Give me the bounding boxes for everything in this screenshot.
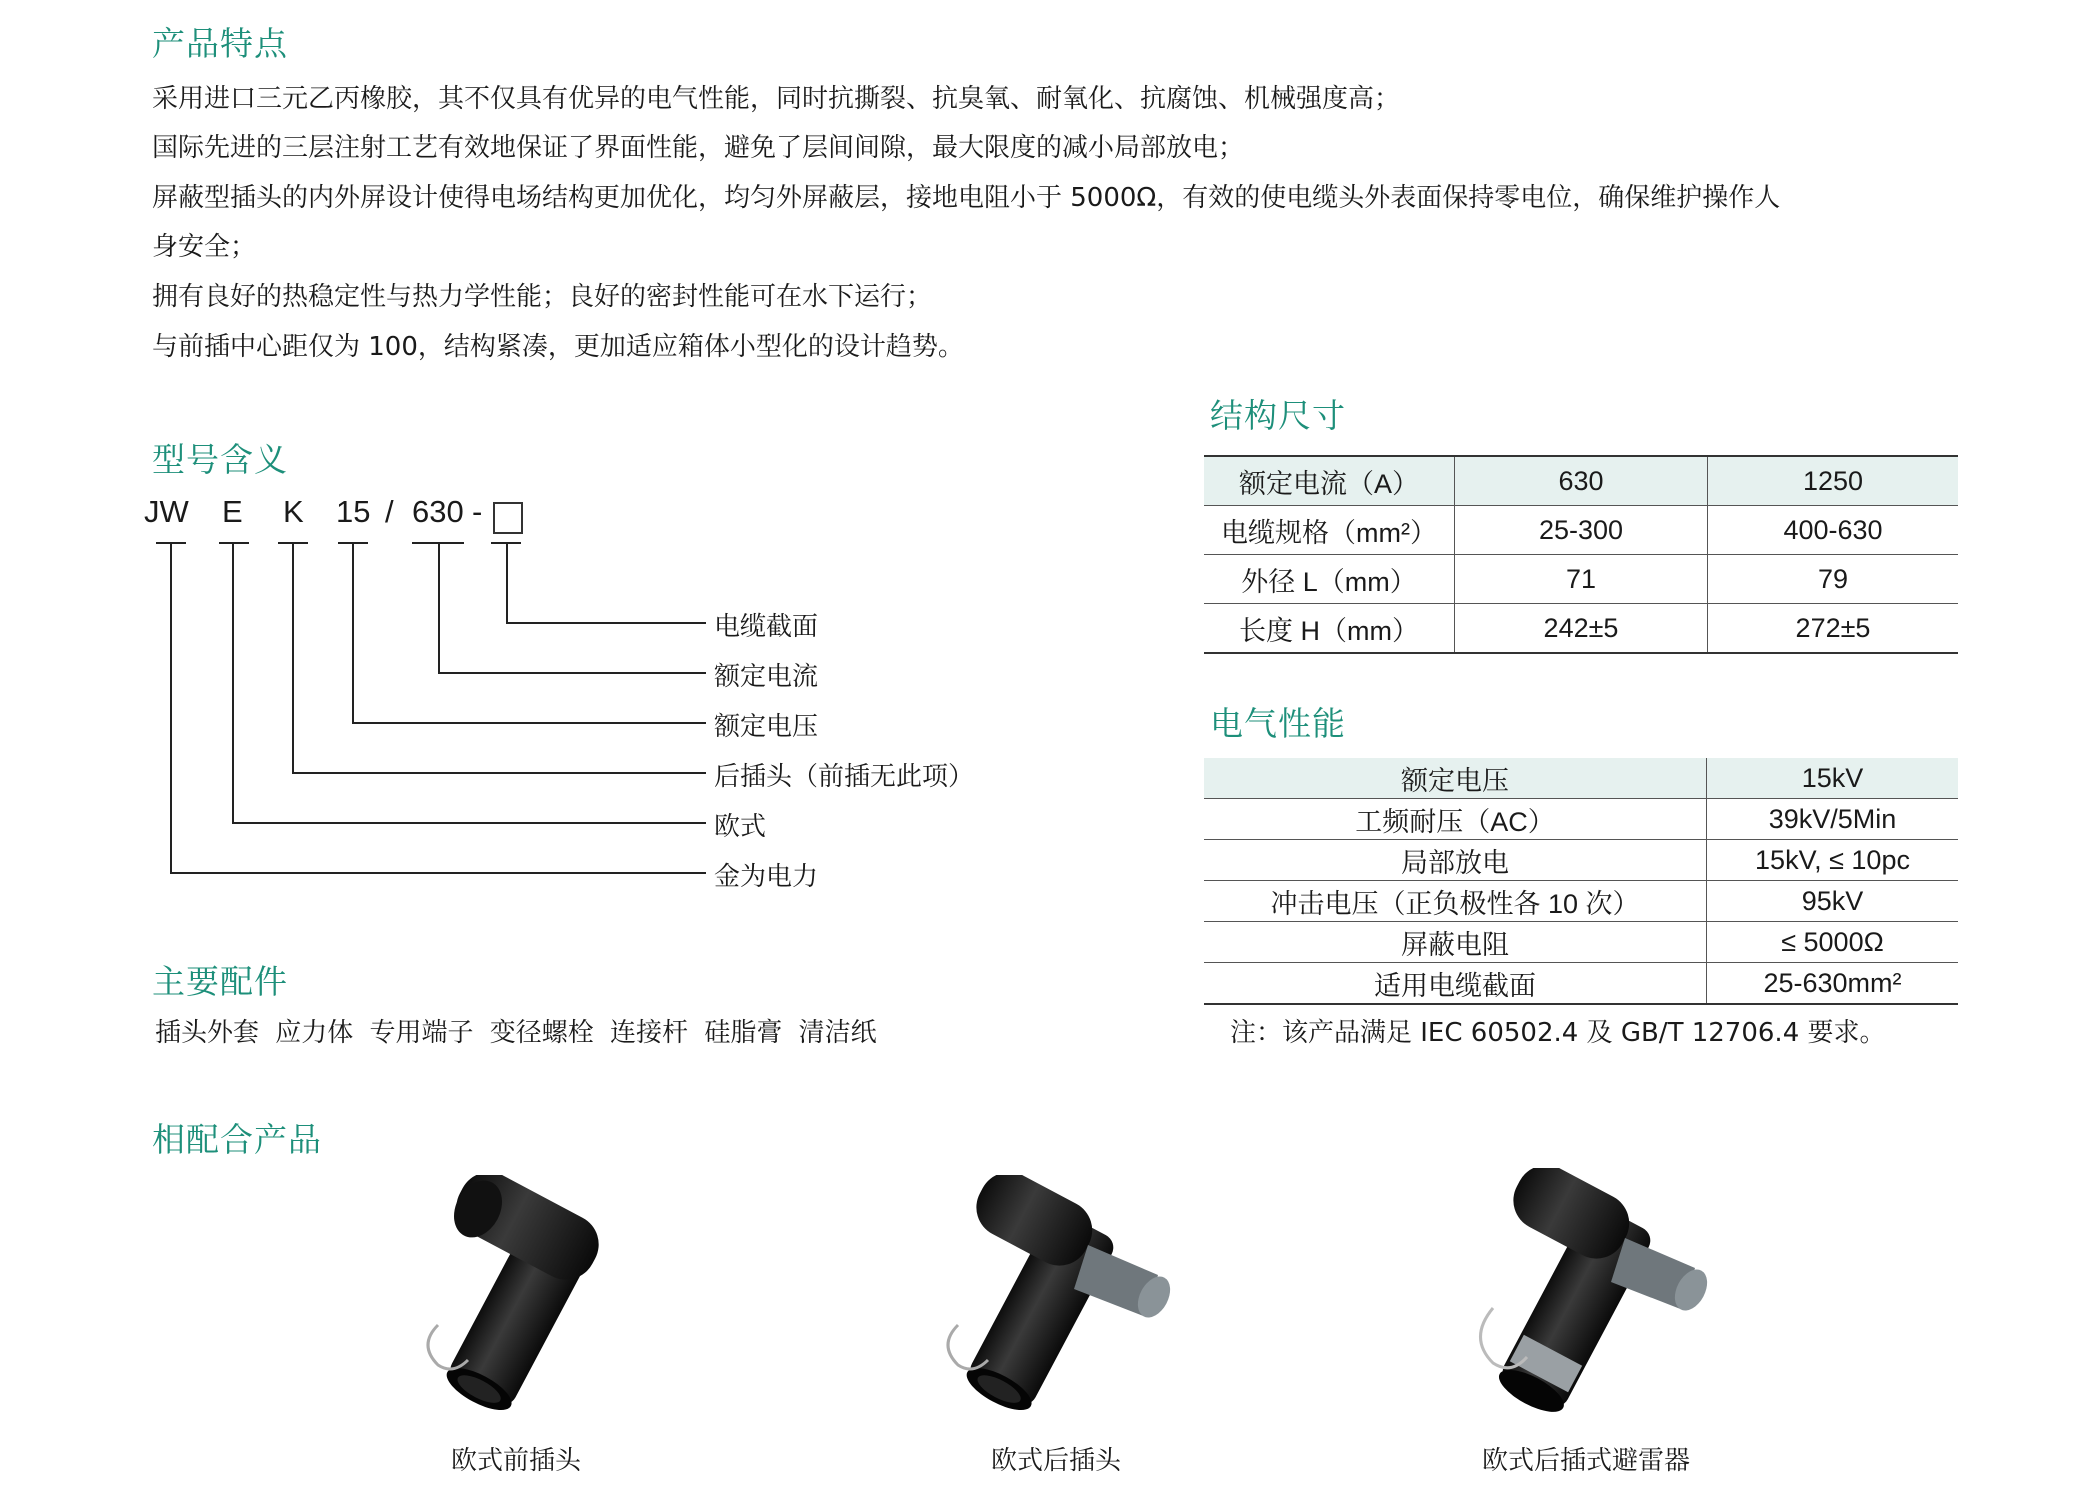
dimensions-table xyxy=(1204,455,1958,654)
table-cell: 71 xyxy=(1455,555,1708,604)
features-heading: 产品特点 xyxy=(152,24,288,63)
product-caption: 欧式后插式避雷器 xyxy=(1481,1446,1691,1476)
table-cell: 额定电流（A） xyxy=(1204,456,1455,506)
model-label-rated-voltage: 额定电压 xyxy=(714,712,819,742)
model-label-rear-plug: 后插头（前插无此项） xyxy=(714,762,975,792)
table-cell: 外径 L（mm） xyxy=(1204,555,1455,604)
table-cell: 272±5 xyxy=(1795,612,1871,643)
table-row xyxy=(1204,456,1958,506)
table-cell: 95kV xyxy=(1707,881,1959,922)
table-cell: 39kV/5Min xyxy=(1707,799,1959,840)
code-part-e: E xyxy=(222,494,243,529)
table-cell: 15kV xyxy=(1707,758,1959,799)
model-label-brand: 金为电力 xyxy=(714,862,819,892)
feature-line: 拥有良好的热稳定性与热力学性能；良好的密封性能可在水下运行； xyxy=(152,282,933,312)
table-cell: 25-300 xyxy=(1455,506,1708,555)
table-cell: 15kV, ≤ 10pc xyxy=(1707,840,1959,881)
table-cell: 长度 H（mm） xyxy=(1204,604,1455,654)
table-cell: 工频耐压（AC） xyxy=(1204,799,1707,840)
table-row xyxy=(1204,922,1958,963)
table-cell: 冲击电压（正负极性各 10 次） xyxy=(1204,881,1707,922)
table-cell: 局部放电 xyxy=(1204,840,1707,881)
model-label-cable-section: 电缆截面 xyxy=(714,612,819,642)
table-row xyxy=(1204,506,1958,555)
table-cell: 电缆规格（mm²） xyxy=(1204,506,1455,555)
table-row xyxy=(1204,555,1958,604)
table-cell: 适用电缆截面 xyxy=(1204,963,1707,1005)
feature-line: 屏蔽型插头的内外屏设计使得电场结构更加优化，均匀外屏蔽层，接地电阻小于 5000Ω，有效的使电缆头外表面保持零电位，确保维护操作人 xyxy=(152,183,1781,213)
table-cell: 屏蔽电阻 xyxy=(1204,922,1707,963)
accessories-heading: 主要配件 xyxy=(152,962,288,1001)
code-part-jw: JW xyxy=(144,494,189,529)
feature-line: 与前插中心距仅为 100，结构紧凑，更加适应箱体小型化的设计趋势。 xyxy=(152,332,964,362)
standards-note: 注：该产品满足 IEC 60502.4 及 GB/T 12706.4 要求。 xyxy=(1230,1018,1886,1048)
product-image-front-plug xyxy=(398,1175,658,1419)
dimensions-heading: 结构尺寸 xyxy=(1210,396,1346,435)
product-caption: 欧式前插头 xyxy=(450,1446,582,1476)
table-row xyxy=(1204,840,1958,881)
table-row xyxy=(1204,604,1958,654)
table-row xyxy=(1204,963,1958,1005)
model-heading: 型号含义 xyxy=(152,440,288,479)
code-part-slash: / xyxy=(385,494,394,529)
code-part-current: 630 xyxy=(412,494,464,529)
table-cell: 400-630 xyxy=(1708,506,1959,555)
related-heading: 相配合产品 xyxy=(152,1120,322,1159)
product-caption: 欧式后插头 xyxy=(990,1446,1122,1476)
model-label-rated-current: 额定电流 xyxy=(714,662,819,692)
table-cell: 25-630mm² xyxy=(1763,967,1902,998)
table-row xyxy=(1204,881,1958,922)
model-label-european: 欧式 xyxy=(714,812,767,842)
table-cell: 242±5 xyxy=(1455,604,1708,654)
table-row xyxy=(1204,758,1958,799)
feature-line: 采用进口三元乙丙橡胶，其不仅具有优异的电气性能，同时抗撕裂、抗臭氧、耐氧化、抗腐蚀、机械强度高； xyxy=(152,84,1401,114)
code-part-dash: - xyxy=(472,494,483,529)
feature-line: 身安全； xyxy=(152,232,257,262)
product-image-rear-plug xyxy=(918,1175,1178,1419)
code-part-voltage: 15 xyxy=(336,494,371,529)
table-row xyxy=(1204,799,1958,840)
table-cell: ≤ 5000Ω xyxy=(1707,922,1959,963)
table-cell: 1250 xyxy=(1708,456,1959,506)
electrical-table xyxy=(1204,758,1958,1005)
accessories-list: 插头外套 应力体 专用端子 变径螺栓 连接杆 硅脂膏 清洁纸 xyxy=(155,1018,877,1048)
product-image-rear-arrester xyxy=(1455,1168,1715,1422)
code-section-box xyxy=(493,502,523,534)
table-cell: 79 xyxy=(1708,555,1959,604)
table-cell: 630 xyxy=(1455,456,1708,506)
electrical-heading: 电气性能 xyxy=(1210,704,1346,743)
code-part-k: K xyxy=(283,494,304,529)
table-cell: 额定电压 xyxy=(1204,758,1707,799)
feature-line: 国际先进的三层注射工艺有效地保证了界面性能，避免了层间间隙，最大限度的减小局部放电； xyxy=(152,133,1245,163)
